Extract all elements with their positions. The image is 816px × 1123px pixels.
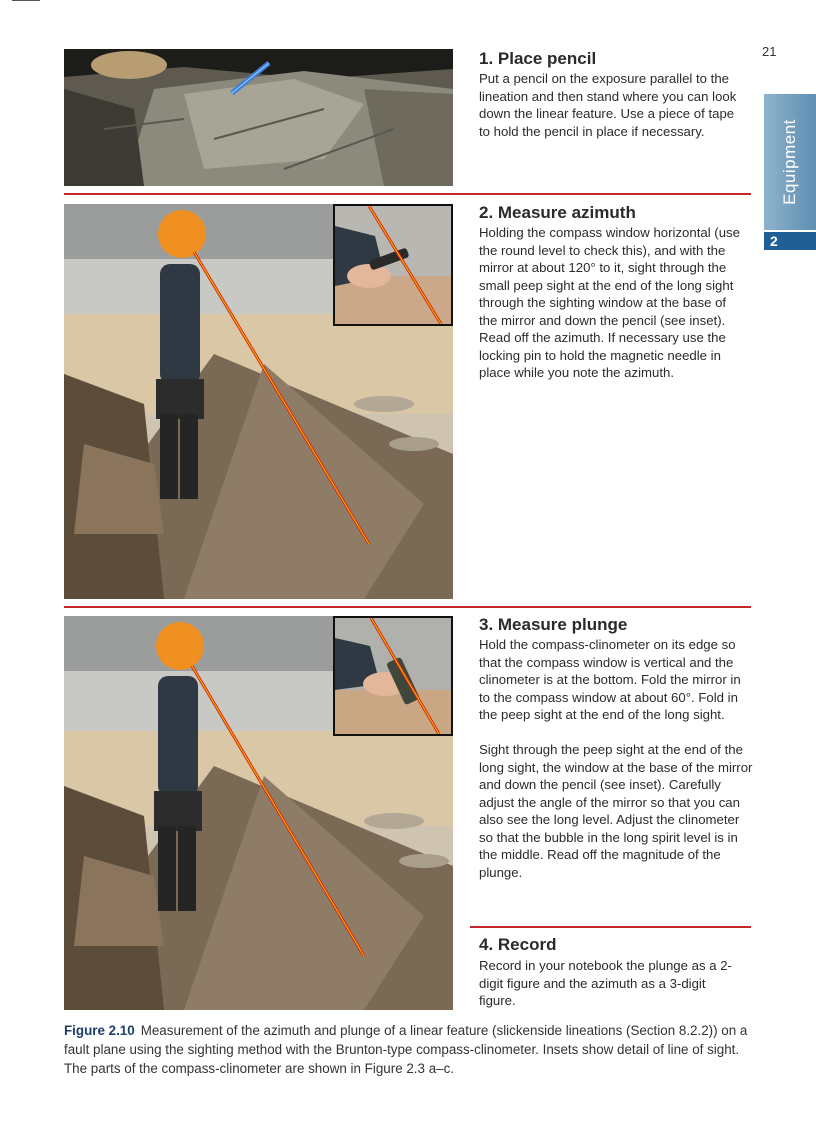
chapter-number: 2 xyxy=(764,232,816,250)
section-rule-2 xyxy=(64,606,751,608)
step-4-paragraph: Record in your notebook the plunge as a 2-digit figure and the azimuth as a 3-digit figure. xyxy=(479,958,732,1008)
step-1-body xyxy=(479,70,745,140)
step-2-title: 2. Measure azimuth xyxy=(479,203,636,222)
inset-plunge-compass xyxy=(333,616,453,736)
step-2-paragraph: Holding the compass window horizontal (use the round level to check this), and with the mirror at about 120° to it, sight through the small peep sight at the end of the long sight through the sighting window at the base of the mirror and down the pencil (see inset). Read off the azimuth. If necessary use the locking pin to hold the magnetic needle in place while you note the azimuth. xyxy=(479,225,740,380)
figure-caption xyxy=(64,1021,760,1078)
page-number: 21 xyxy=(762,44,777,59)
photo-place-pencil xyxy=(64,49,453,186)
step-2-body xyxy=(479,224,745,382)
inset-azimuth-compass xyxy=(333,204,453,326)
step-3-paragraph-1: Hold the compass-clinometer on its edge so that the compass window is vertical and the clinometer is at the bottom. Fold the mirror in to the compass window at about 60°. Fold in the peep sight at the end of the long sight. xyxy=(479,637,741,722)
step-4-title: 4. Record xyxy=(479,935,557,954)
chapter-title: Equipment xyxy=(780,119,799,205)
step-1-title: 1. Place pencil xyxy=(479,49,597,68)
step-3-paragraph-2: Sight through the peep sight at the end of the long sight, the window at the base of the mirror and down the pencil (see inset). Carefully adjust the angle of the mirror so that you can also see the long level. Adjust the clinometer so that the bubble in the long spirit level is in the middle. Read off the magnitude of the plunge. xyxy=(479,742,753,880)
compass-inset-illustration xyxy=(335,206,451,324)
figure-label: Figure 2.10 xyxy=(64,1023,135,1038)
figure-caption-text: Measurement of the azimuth and plunge of a linear feature (slickenside lineations (Section 8.2.2)) on a fault plane using the sighting method with the Brunton-type compass-clinometer. Insets show detail of line of sight. The parts of the compass-clinometer are shown in Figure 2.3 a–c. xyxy=(64,1023,748,1076)
rock-outcrop-illustration xyxy=(64,49,453,186)
section-rule-1 xyxy=(64,193,751,195)
step-4-body xyxy=(479,957,745,1010)
step-3-title: 3. Measure plunge xyxy=(479,615,628,634)
top-margin-line xyxy=(12,0,40,1)
section-rule-3 xyxy=(470,926,751,928)
helmet-graphic xyxy=(158,210,206,258)
step-1-paragraph: Put a pencil on the exposure parallel to the lineation and then stand where you can look down the linear feature. Use a piece of tape to hold the pencil in place if necessary. xyxy=(479,71,737,139)
chapter-tab-label-wrap xyxy=(764,94,816,230)
step-3-body xyxy=(479,636,755,881)
clinometer-inset-illustration xyxy=(335,618,451,734)
